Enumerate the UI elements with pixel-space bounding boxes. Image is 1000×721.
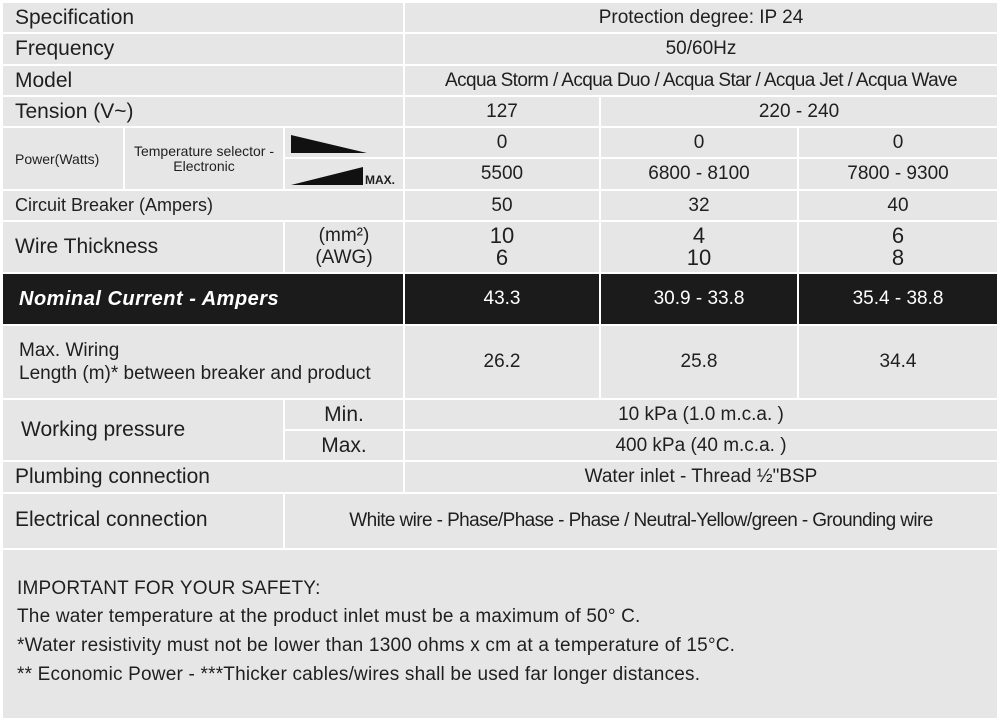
tension-value-127: 127 bbox=[405, 97, 599, 126]
wire-mm-value: 6 bbox=[891, 223, 905, 248]
unit-awg: (AWG) bbox=[315, 247, 373, 268]
nominal-current-value: 43.3 bbox=[405, 274, 599, 324]
power-min-value: 0 bbox=[799, 128, 997, 157]
plumbing-value: Water inlet - Thread ½"BSP bbox=[405, 462, 997, 492]
wiring-length-label bbox=[3, 326, 403, 398]
notes-line-2: *Water resistivity must not be lower than 1300 ohms x cm at a temperature of 15°C. bbox=[17, 635, 736, 656]
electrical-value: White wire - Phase/Phase - Phase / Neutral-Yellow/green - Grounding wire bbox=[285, 494, 997, 548]
wire-value-col3 bbox=[799, 222, 997, 272]
safety-notes bbox=[3, 550, 997, 718]
wire-awg-value: 8 bbox=[891, 245, 905, 270]
ramp-min-icon bbox=[291, 135, 367, 153]
plumbing-label: Plumbing connection bbox=[3, 462, 403, 492]
wiring-length-line1: Max. Wiring bbox=[19, 340, 120, 361]
nominal-current-value: 30.9 - 33.8 bbox=[601, 274, 797, 324]
pressure-max-label: Max. bbox=[285, 431, 403, 460]
breaker-label: Circuit Breaker (Ampers) bbox=[3, 191, 403, 220]
power-max-value: 6800 - 8100 bbox=[601, 159, 797, 189]
working-pressure-label: Working pressure bbox=[3, 400, 283, 460]
electrical-label: Electrical connection bbox=[3, 494, 283, 548]
min-ramp-cell bbox=[285, 128, 403, 157]
wire-awg-value: 6 bbox=[495, 245, 509, 270]
pressure-min-value: 10 kPa (1.0 m.c.a. ) bbox=[405, 400, 997, 429]
power-min-value: 0 bbox=[405, 128, 599, 157]
wire-value-col1 bbox=[405, 222, 599, 272]
breaker-value: 40 bbox=[799, 191, 997, 220]
nominal-current-label: Nominal Current - Ampers bbox=[3, 274, 403, 324]
wire-mm-value: 4 bbox=[692, 223, 706, 248]
wiring-length-value: 34.4 bbox=[799, 326, 997, 398]
frequency-label: Frequency bbox=[3, 34, 403, 64]
wire-thickness-label: Wire Thickness bbox=[3, 222, 283, 272]
notes-line-1: The water temperature at the product inlet must be a maximum of 50° C. bbox=[17, 606, 641, 627]
wire-awg-value: 10 bbox=[686, 245, 712, 270]
wiring-length-value: 25.8 bbox=[601, 326, 797, 398]
power-label: Power(Watts) bbox=[3, 128, 123, 189]
wire-value-col2 bbox=[601, 222, 797, 272]
max-label: MAX. bbox=[365, 173, 395, 187]
model-value: Acqua Storm / Acqua Duo / Acqua Star / Acqua Jet / Acqua Wave bbox=[405, 66, 997, 95]
power-min-value: 0 bbox=[601, 128, 797, 157]
breaker-value: 50 bbox=[405, 191, 599, 220]
temperature-selector-label: Temperature selector - Electronic bbox=[125, 128, 283, 189]
notes-line-3: ** Economic Power - ***Thicker cables/wires shall be used far longer distances. bbox=[17, 664, 701, 685]
power-max-value: 5500 bbox=[405, 159, 599, 189]
tension-value-220-240: 220 - 240 bbox=[601, 97, 997, 126]
unit-mm: (mm²) bbox=[318, 225, 370, 246]
model-label: Model bbox=[3, 66, 403, 95]
ramp-max-icon bbox=[291, 167, 363, 185]
spec-label: Specification bbox=[3, 3, 403, 32]
nominal-current-value: 35.4 - 38.8 bbox=[799, 274, 997, 324]
wire-mm-value: 10 bbox=[489, 223, 515, 248]
frequency-value: 50/60Hz bbox=[405, 34, 997, 64]
breaker-value: 32 bbox=[601, 191, 797, 220]
wire-units bbox=[285, 222, 403, 272]
wiring-length-value: 26.2 bbox=[405, 326, 599, 398]
notes-heading: IMPORTANT FOR YOUR SAFETY: bbox=[17, 578, 321, 599]
spec-value: Protection degree: IP 24 bbox=[405, 3, 997, 32]
max-ramp-cell bbox=[285, 159, 403, 189]
pressure-min-label: Min. bbox=[285, 400, 403, 429]
tension-label: Tension (V~) bbox=[3, 97, 403, 126]
pressure-max-value: 400 kPa (40 m.c.a. ) bbox=[405, 431, 997, 460]
wiring-length-line2: Length (m)* between breaker and product bbox=[19, 363, 371, 384]
power-max-value: 7800 - 9300 bbox=[799, 159, 997, 189]
